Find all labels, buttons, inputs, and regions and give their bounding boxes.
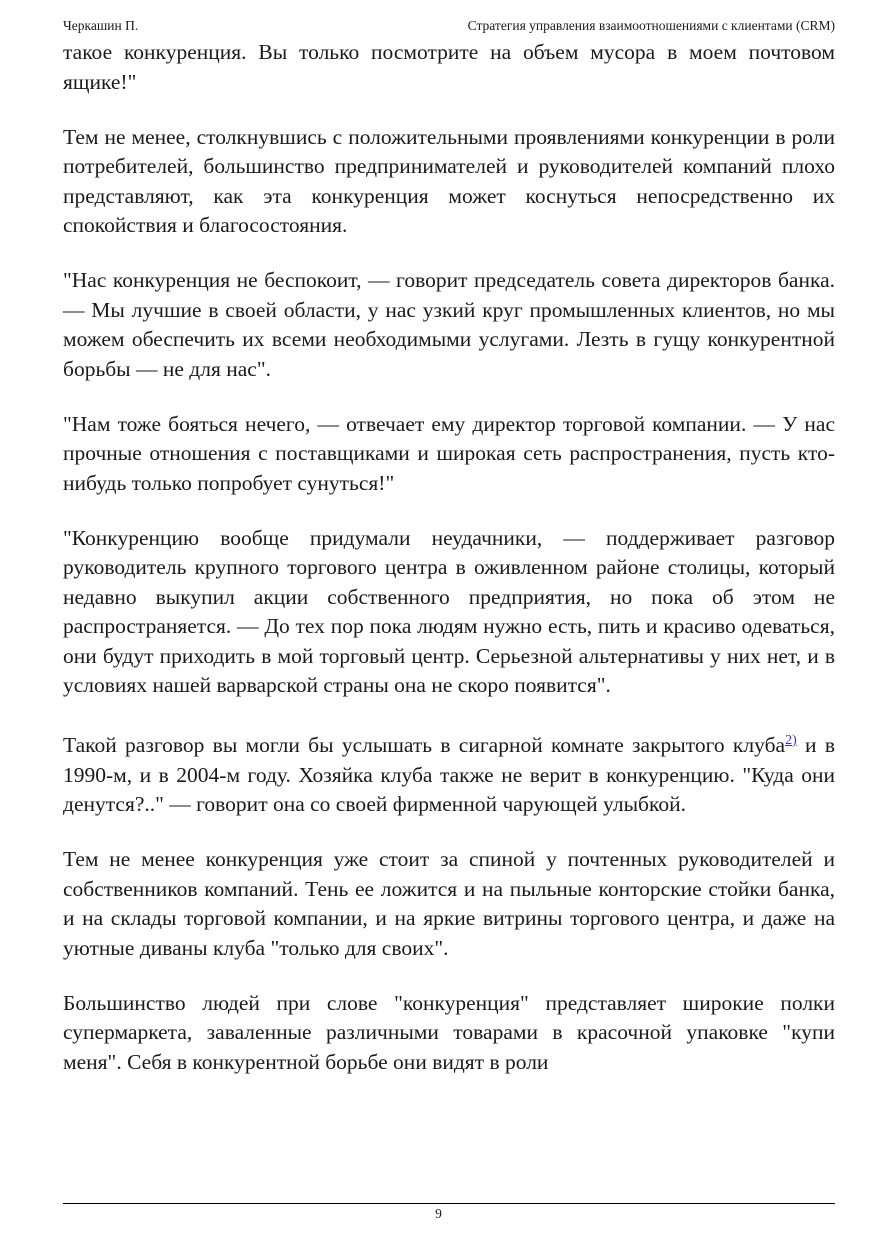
footnote-link[interactable]: 2) — [785, 733, 797, 748]
paragraph: "Конкуренцию вообще придумали неудачники, — поддерживает разговор руководитель крупного торгового центра в оживленном районе столицы, который недавно выкупил акции собственного предприятия, но пока об этом не распространяется. — До тех пор пока людям нужно есть, пить и красиво одеваться, они будут приходить в мой торговый центр. Серьезной альтернативы у них нет, и в условиях нашей варварской страны она не скоро появится". — [63, 525, 835, 697]
paragraph-text: и в 1990-м, и в 2004-м году. Хозяйка клуба также не верит в конкуренцию. "Куда они денутся?.." — говорит она со своей фирменной чарующей улыбкой. — [63, 733, 835, 816]
paragraph-text: Такой разговор вы могли бы услышать в сигарной комнате закрытого клуба — [63, 733, 786, 757]
footer-divider — [63, 1203, 835, 1204]
running-header — [63, 17, 835, 35]
paragraph: "Нас конкуренция не беспокоит, — говорит председатель совета директоров банка. — Мы лучшие в своей области, у нас узкий круг промышленных клиентов, но мы можем обеспечить их всеми необходимыми услугами. Лезть в гущу конкурентной борьбы — не для нас". — [63, 268, 835, 381]
paragraph: Большинство людей при слове "конкуренция" представляет широкие полки супермаркета, заваленные различными товарами в красочной упаковке "купи меня". Себя в конкурентной борьбе они видят в роли — [63, 990, 835, 1074]
header-author: Черкашин П. — [63, 18, 139, 33]
paragraph: Тем не менее, столкнувшись с положительными проявлениями конкуренции в роли потребителей, большинство предпринимателей и руководителей компаний плохо представляют, как эта конкуренция может коснуться непосредственно их спокойствия и благосостояния. — [63, 124, 835, 237]
paragraph: такое конкуренция. Вы только посмотрите на объем мусора в моем почтовом ящике!" — [63, 40, 835, 94]
page-body — [63, 38, 835, 1077]
paragraph: "Нам тоже бояться нечего, — отвечает ему директор торговой компании. — У нас прочные отношения с поставщиками и широкая сеть распространения, пусть кто-нибудь только попробует сунуться!" — [63, 411, 835, 495]
page-number: 9 — [435, 1206, 442, 1221]
header-title: Стратегия управления взаимоотношениями с клиентами (CRM) — [467, 18, 835, 33]
paragraph-with-footnote — [63, 726, 835, 820]
paragraph: Тем не менее конкуренция уже стоит за спиной у почтенных руководителей и собственников компаний. Тень ее ложится и на пыльные конторские стойки банка, и на склады торговой компании, и на яркие витрины торгового центра, и даже на уютные диваны клуба "только для своих". — [63, 847, 835, 960]
